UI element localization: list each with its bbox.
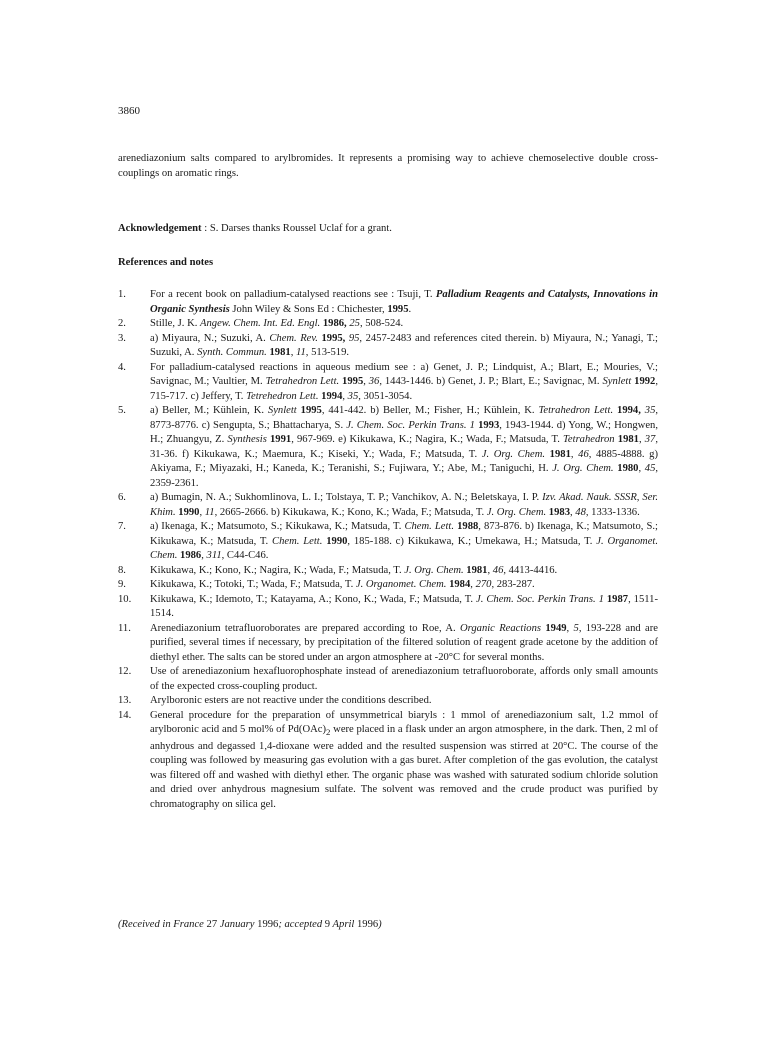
reference-number: 13. (118, 695, 132, 706)
reference-item (118, 288, 658, 317)
reference-number: 1. (118, 289, 126, 300)
acknowledgement-text: : S. Darses thanks Roussel Uclaf for a grant. (201, 223, 392, 234)
reference-text: a) Miyaura, N.; Suzuki, A. Chem. Rev. 1995, 95, 2457-2483 and references cited therein. b) Miyaura, N.; Yanagi, T.; Suzuki, A. Synth. Commun. 1981, 11, 513-519. (150, 332, 658, 358)
reference-item (118, 404, 658, 491)
reference-text: a) Beller, M.; Kühlein, K. Synlett 1995, 441-442. b) Beller, M.; Fisher, H.; Kühlein, K. Tetrahedron Lett. 1994, 35, 8773-8776. c) Sengupta, S.; Bhattacharya, S. J. Chem. Soc. Perkin Trans. 1 1993, 1943-1944. d) Yong, W.; Hongwen, H.; Zhuangyu, Z. Synthesis 1991, 967-969. e) Kikukawa, K.; Nagira, K.; Wada, F.; Matsuda, T. Tetrahedron 1981, 37, 31-36. f) Kikukawa, K.; Maemura, K.; Kiseki, Y.; Wada, F.; Matsuda, T. J. Org. Chem. 1981, 46, 4885-4888. g) Akiyama, F.; Miyazaki, H.; Kaneda, K.; Teranishi, S.; Fujiwara, Y.; Abe, M.; Taniguchi, H. J. Org. Chem. 1980, 45, 2359-2361. (150, 405, 659, 489)
page-number: 3860 (118, 105, 140, 117)
acknowledgement (118, 222, 658, 237)
reference-text: For palladium-catalysed reactions in aqueous medium see : a) Genet, J. P.; Lindquist, A.; Blart, E.; Mouries, V.; Savignac, M.; Vaultier, M. Tetrahedron Lett. 1995, 36, 1443-1446. b) Genet, J. P.; Blart, E.; Savignac, M. Synlett 1992, 715-717. c) Jeffery, T. Tetrehedron Lett. 1994, 35, 3051-3054. (150, 361, 658, 402)
reference-item (118, 622, 658, 666)
received-year: 1996 (257, 919, 279, 930)
reference-text: a) Bumagin, N. A.; Sukhomlinova, L. I.; Tolstaya, T. P.; Vanchikov, A. N.; Beletskaya, I. P. Izv. Akad. Nauk. SSSR, Ser. Khim. 1990, 11, 2665-2666. b) Kikukawa, K.; Kono, K.; Wada, F.; Matsuda, T. J. Org. Chem. 1983, 48, 1333-1336. (150, 492, 658, 518)
reference-number: 11. (118, 622, 131, 634)
reference-item (118, 593, 658, 622)
reference-item (118, 709, 658, 813)
received-label: (Received in France (118, 919, 207, 930)
reference-text: a) Ikenaga, K.; Matsumoto, S.; Kikukawa, K.; Matsuda, T. Chem. Lett. 1988, 873-876. b) Ikenaga, K.; Matsumoto, S.; Kikukawa, K.; Matsuda, T. Chem. Lett. 1990, 185-188. c) Kikukawa, K.; Umekawa, H.; Matsuda, T. J. Organomet. Chem. 1986, 311, C44-C46. (150, 521, 658, 561)
intro-paragraph: arenediazonium salts compared to arylbromides. It represents a promising way to achieve chemoselective double cross-couplings on aromatic rings. (118, 153, 658, 179)
reference-number: 6. (118, 492, 126, 503)
reference-text: Kikukawa, K.; Idemoto, T.; Katayama, A.; Kono, K.; Wada, F.; Matsuda, T. J. Chem. Soc. Perkin Trans. 1 1987, 1511-1514. (150, 593, 659, 619)
reference-item (118, 665, 658, 694)
reference-number: 3. (118, 332, 126, 344)
reference-text: Use of arenediazonium hexafluorophosphate instead of arenediazonium tetrafluoroborate, affords only small amounts of the expected cross-coupling product. (150, 666, 658, 692)
received-close: ) (378, 919, 382, 930)
reference-number: 5. (118, 405, 126, 416)
reference-text: Kikukawa, K.; Totoki, T.; Wada, F.; Matsuda, T. J. Organomet. Chem. 1984, 270, 283-287. (150, 579, 535, 590)
accepted-label: ; accepted (278, 919, 325, 930)
reference-text: Arylboronic esters are not reactive under the conditions described. (150, 695, 432, 706)
references-list (118, 288, 658, 812)
received-line (118, 918, 382, 933)
reference-text: For a recent book on palladium-catalysed reactions see : Tsuji, T. Palladium Reagents and Catalysts, Innovations in Organic Synthesis John Wiley & Sons Ed : Chichester, 1995. (150, 289, 658, 315)
reference-number: 14. (118, 709, 132, 721)
reference-item (118, 361, 658, 405)
reference-text: Arenediazonium tetrafluoroborates are prepared according to Roe, A. Organic Reactions 1949, 5, 193-228 and are purified, several times if necessary, by precipitation of the filtered solution of reagent grade acetone by the addition of diethyl ether. The salts can be stored under an argon atmosphere at -20°C for several months. (150, 622, 658, 663)
reference-item (118, 694, 658, 709)
reference-number: 2. (118, 318, 126, 329)
reference-item (118, 491, 658, 520)
reference-item (118, 564, 658, 579)
reference-number: 9. (118, 579, 126, 590)
reference-number: 12. (118, 666, 132, 677)
reference-item (118, 578, 658, 593)
reference-item (118, 520, 658, 564)
reference-item (118, 332, 658, 361)
reference-number: 7. (118, 521, 126, 532)
reference-number: 8. (118, 564, 126, 576)
reference-item (118, 317, 658, 332)
accepted-year: 1996 (356, 919, 379, 930)
received-month: January (217, 919, 258, 930)
accepted-month: April (330, 919, 357, 930)
reference-number: 4. (118, 361, 126, 373)
reference-text: Stille, J. K. Angew. Chem. Int. Ed. Engl. 1986, 25, 508-524. (150, 318, 404, 329)
references-heading: References and notes (118, 257, 214, 268)
reference-number: 10. (118, 593, 132, 605)
reference-text: Kikukawa, K.; Kono, K.; Nagira, K.; Wada, F.; Matsuda, T. J. Org. Chem. 1981, 46, 4413-4416. (150, 564, 558, 576)
reference-text: General procedure for the preparation of unsymmetrical biaryls : 1 mmol of arenediazonium salt, 1.2 mmol of arylboronic acid and 5 mol% of $Pd(OAc)_2$ were placed in a flask under an argon atmosphere, in the dark. Then, 2 ml of anhydrous and degassed 1,4-dioxane were added and the resulted suspension was stirred at 20°C. The course of the coupling was followed by measuring gas evolution with a gas buret. After completion of the gas evolution, the catalyst was filtered off and washed with diethyl ether. The organic phase was washed with saturated sodium chloride solution and dried over anhydrous magnesium sulfate. The solvent was removed and the crude product was purified by chromatography on silica gel. (150, 709, 658, 810)
acknowledgement-label: Acknowledgement (118, 223, 202, 234)
accepted-day: 9 (324, 919, 331, 930)
received-day: 27 (206, 919, 218, 930)
